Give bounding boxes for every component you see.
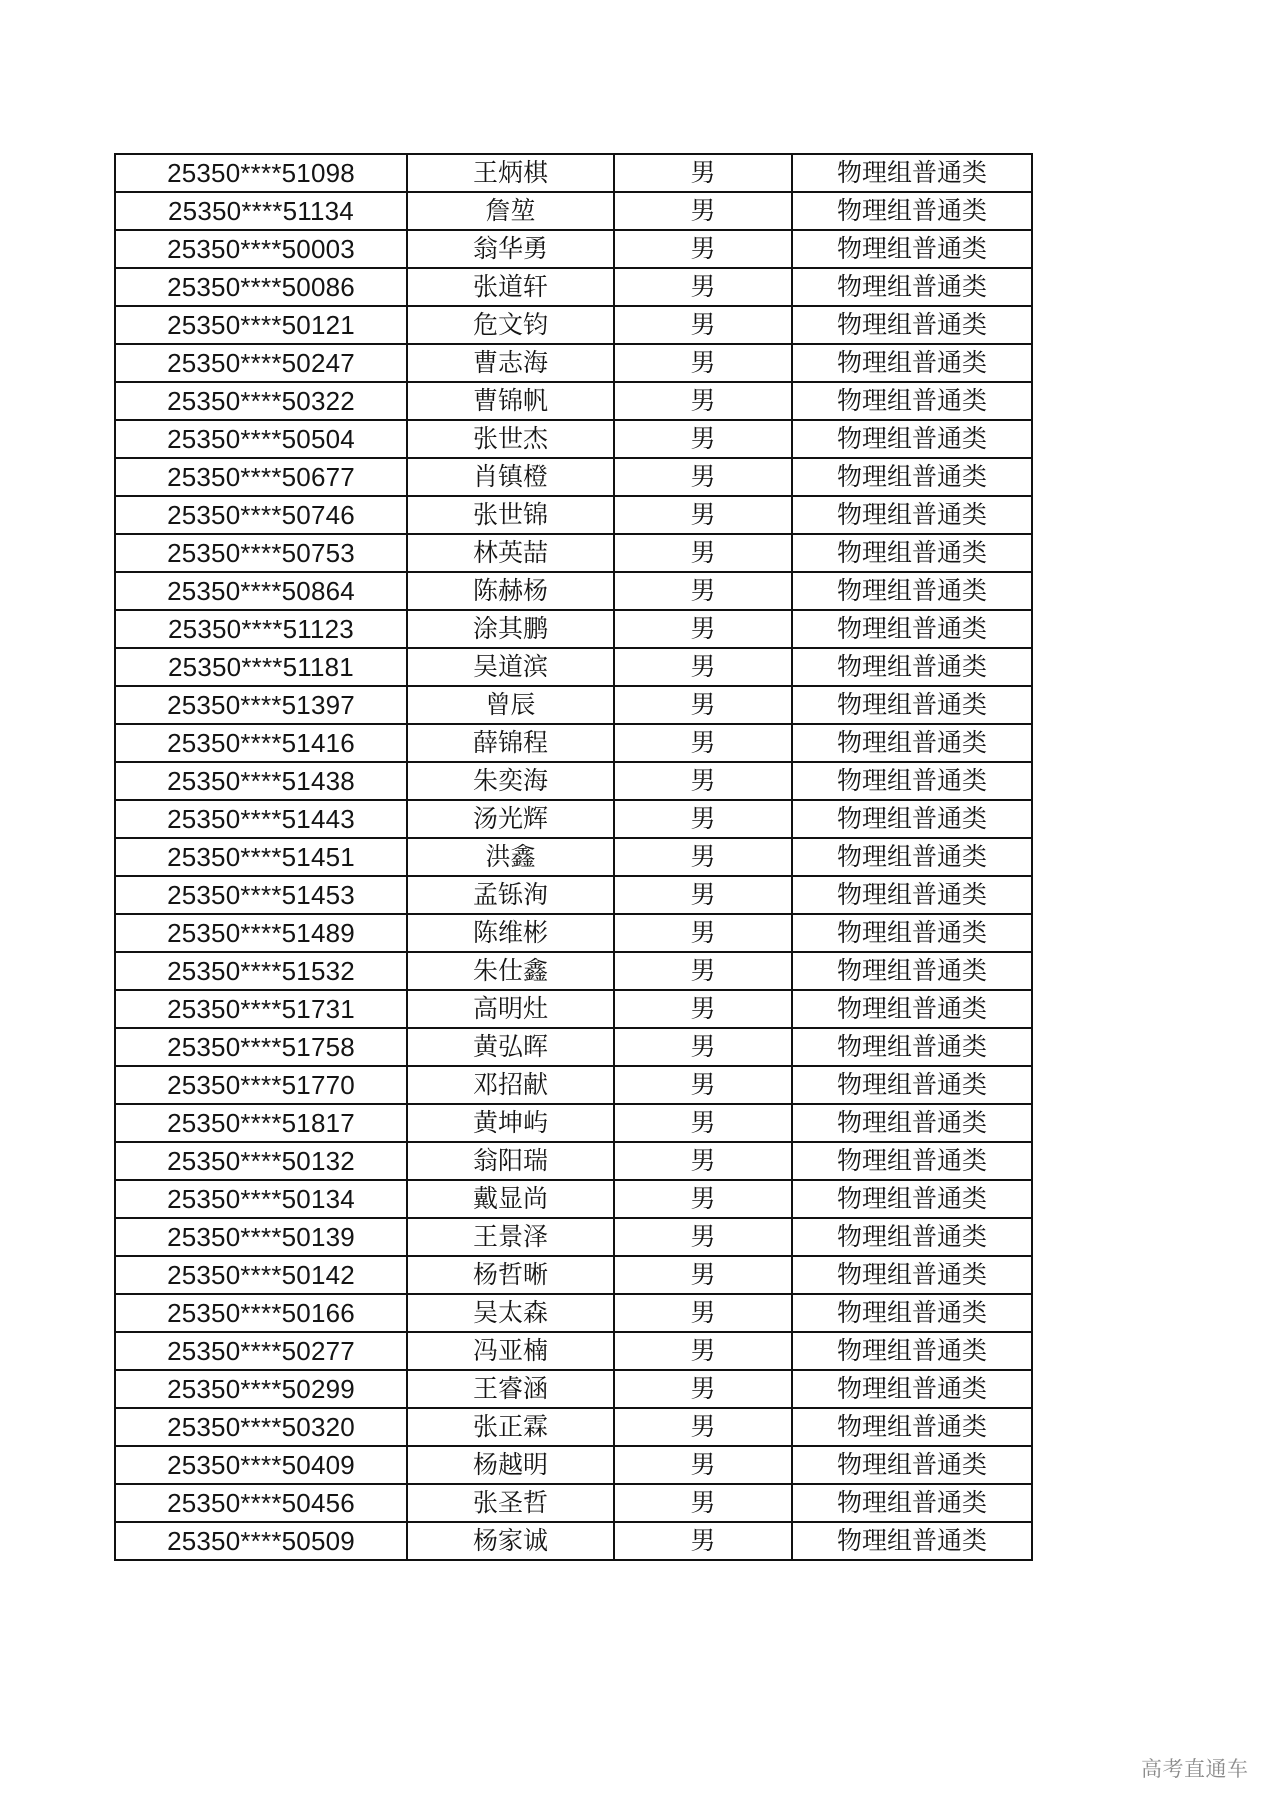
gender-cell: 男 bbox=[614, 1446, 792, 1484]
category-cell: 物理组普通类 bbox=[792, 572, 1032, 610]
student-name-cell: 曹锦帆 bbox=[407, 382, 614, 420]
table-row bbox=[115, 1066, 1032, 1104]
candidate-id-cell: 25350****50456 bbox=[115, 1484, 407, 1522]
category-cell: 物理组普通类 bbox=[792, 1180, 1032, 1218]
student-name-cell: 曹志海 bbox=[407, 344, 614, 382]
gender-cell: 男 bbox=[614, 648, 792, 686]
candidate-id-cell: 25350****50134 bbox=[115, 1180, 407, 1218]
gender-cell: 男 bbox=[614, 876, 792, 914]
table-row bbox=[115, 230, 1032, 268]
gender-cell: 男 bbox=[614, 420, 792, 458]
category-cell: 物理组普通类 bbox=[792, 420, 1032, 458]
candidate-id-cell: 25350****50139 bbox=[115, 1218, 407, 1256]
category-cell: 物理组普通类 bbox=[792, 1408, 1032, 1446]
student-name-cell: 张圣哲 bbox=[407, 1484, 614, 1522]
table-row bbox=[115, 496, 1032, 534]
candidate-id-cell: 25350****51532 bbox=[115, 952, 407, 990]
gender-cell: 男 bbox=[614, 1104, 792, 1142]
candidate-id-cell: 25350****50247 bbox=[115, 344, 407, 382]
gender-cell: 男 bbox=[614, 306, 792, 344]
gender-cell: 男 bbox=[614, 1218, 792, 1256]
category-cell: 物理组普通类 bbox=[792, 990, 1032, 1028]
gender-cell: 男 bbox=[614, 496, 792, 534]
candidate-id-cell: 25350****50864 bbox=[115, 572, 407, 610]
category-cell: 物理组普通类 bbox=[792, 496, 1032, 534]
candidate-id-cell: 25350****50277 bbox=[115, 1332, 407, 1370]
gender-cell: 男 bbox=[614, 268, 792, 306]
student-name-cell: 杨越明 bbox=[407, 1446, 614, 1484]
candidate-id-cell: 25350****51817 bbox=[115, 1104, 407, 1142]
student-name-cell: 黄坤屿 bbox=[407, 1104, 614, 1142]
gender-cell: 男 bbox=[614, 344, 792, 382]
gender-cell: 男 bbox=[614, 1028, 792, 1066]
student-name-cell: 孟铄洵 bbox=[407, 876, 614, 914]
student-name-cell: 黄弘晖 bbox=[407, 1028, 614, 1066]
category-cell: 物理组普通类 bbox=[792, 1522, 1032, 1560]
category-cell: 物理组普通类 bbox=[792, 1028, 1032, 1066]
category-cell: 物理组普通类 bbox=[792, 838, 1032, 876]
candidate-id-cell: 25350****50121 bbox=[115, 306, 407, 344]
student-name-cell: 吴道滨 bbox=[407, 648, 614, 686]
candidate-id-cell: 25350****50299 bbox=[115, 1370, 407, 1408]
table-row bbox=[115, 990, 1032, 1028]
candidate-id-cell: 25350****51731 bbox=[115, 990, 407, 1028]
table-row bbox=[115, 952, 1032, 990]
table-row bbox=[115, 1370, 1032, 1408]
candidate-id-cell: 25350****50142 bbox=[115, 1256, 407, 1294]
gender-cell: 男 bbox=[614, 1256, 792, 1294]
candidate-id-cell: 25350****50166 bbox=[115, 1294, 407, 1332]
table-row bbox=[115, 306, 1032, 344]
table-row bbox=[115, 1294, 1032, 1332]
table-row bbox=[115, 838, 1032, 876]
candidate-id-cell: 25350****50746 bbox=[115, 496, 407, 534]
category-cell: 物理组普通类 bbox=[792, 914, 1032, 952]
gender-cell: 男 bbox=[614, 1332, 792, 1370]
gender-cell: 男 bbox=[614, 230, 792, 268]
candidate-id-cell: 25350****51770 bbox=[115, 1066, 407, 1104]
category-cell: 物理组普通类 bbox=[792, 1142, 1032, 1180]
table-row bbox=[115, 800, 1032, 838]
gender-cell: 男 bbox=[614, 914, 792, 952]
candidate-id-cell: 25350****50509 bbox=[115, 1522, 407, 1560]
candidate-id-cell: 25350****50677 bbox=[115, 458, 407, 496]
table-row bbox=[115, 382, 1032, 420]
category-cell: 物理组普通类 bbox=[792, 876, 1032, 914]
gender-cell: 男 bbox=[614, 952, 792, 990]
student-name-cell: 戴显尚 bbox=[407, 1180, 614, 1218]
table-row bbox=[115, 1180, 1032, 1218]
table-row bbox=[115, 876, 1032, 914]
student-name-cell: 吴太森 bbox=[407, 1294, 614, 1332]
category-cell: 物理组普通类 bbox=[792, 154, 1032, 192]
candidate-id-cell: 25350****50003 bbox=[115, 230, 407, 268]
table-row bbox=[115, 648, 1032, 686]
student-name-cell: 张世杰 bbox=[407, 420, 614, 458]
gender-cell: 男 bbox=[614, 1180, 792, 1218]
student-name-cell: 王炳棋 bbox=[407, 154, 614, 192]
table-row bbox=[115, 1028, 1032, 1066]
student-name-cell: 朱仕鑫 bbox=[407, 952, 614, 990]
student-name-cell: 张道轩 bbox=[407, 268, 614, 306]
student-name-cell: 张正霖 bbox=[407, 1408, 614, 1446]
student-name-cell: 洪鑫 bbox=[407, 838, 614, 876]
candidate-id-cell: 25350****50409 bbox=[115, 1446, 407, 1484]
candidate-id-cell: 25350****51098 bbox=[115, 154, 407, 192]
category-cell: 物理组普通类 bbox=[792, 1332, 1032, 1370]
category-cell: 物理组普通类 bbox=[792, 192, 1032, 230]
student-name-cell: 汤光辉 bbox=[407, 800, 614, 838]
candidate-id-cell: 25350****51134 bbox=[115, 192, 407, 230]
category-cell: 物理组普通类 bbox=[792, 952, 1032, 990]
table-row bbox=[115, 420, 1032, 458]
student-name-cell: 林英喆 bbox=[407, 534, 614, 572]
category-cell: 物理组普通类 bbox=[792, 724, 1032, 762]
student-name-cell: 冯亚楠 bbox=[407, 1332, 614, 1370]
candidate-id-cell: 25350****50320 bbox=[115, 1408, 407, 1446]
category-cell: 物理组普通类 bbox=[792, 1104, 1032, 1142]
category-cell: 物理组普通类 bbox=[792, 344, 1032, 382]
category-cell: 物理组普通类 bbox=[792, 648, 1032, 686]
category-cell: 物理组普通类 bbox=[792, 1370, 1032, 1408]
table-row bbox=[115, 154, 1032, 192]
category-cell: 物理组普通类 bbox=[792, 762, 1032, 800]
table-row bbox=[115, 1332, 1032, 1370]
category-cell: 物理组普通类 bbox=[792, 306, 1032, 344]
table-row bbox=[115, 1218, 1032, 1256]
student-name-cell: 朱奕海 bbox=[407, 762, 614, 800]
student-name-cell: 杨家诚 bbox=[407, 1522, 614, 1560]
gender-cell: 男 bbox=[614, 990, 792, 1028]
table-row bbox=[115, 1142, 1032, 1180]
student-name-cell: 张世锦 bbox=[407, 496, 614, 534]
category-cell: 物理组普通类 bbox=[792, 1218, 1032, 1256]
category-cell: 物理组普通类 bbox=[792, 1256, 1032, 1294]
candidate-id-cell: 25350****51123 bbox=[115, 610, 407, 648]
candidate-id-cell: 25350****50753 bbox=[115, 534, 407, 572]
student-name-cell: 詹堃 bbox=[407, 192, 614, 230]
candidate-id-cell: 25350****51438 bbox=[115, 762, 407, 800]
category-cell: 物理组普通类 bbox=[792, 1446, 1032, 1484]
watermark-text: 高考直通车 bbox=[1141, 1757, 1249, 1781]
table-row bbox=[115, 572, 1032, 610]
student-name-cell: 高明灶 bbox=[407, 990, 614, 1028]
table-row bbox=[115, 1408, 1032, 1446]
candidate-id-cell: 25350****51758 bbox=[115, 1028, 407, 1066]
category-cell: 物理组普通类 bbox=[792, 686, 1032, 724]
gender-cell: 男 bbox=[614, 382, 792, 420]
table-row bbox=[115, 534, 1032, 572]
category-cell: 物理组普通类 bbox=[792, 1484, 1032, 1522]
gender-cell: 男 bbox=[614, 800, 792, 838]
student-name-cell: 曾辰 bbox=[407, 686, 614, 724]
table-row bbox=[115, 610, 1032, 648]
gender-cell: 男 bbox=[614, 192, 792, 230]
student-name-cell: 陈赫杨 bbox=[407, 572, 614, 610]
student-name-cell: 涂其鹏 bbox=[407, 610, 614, 648]
student-name-cell: 陈维彬 bbox=[407, 914, 614, 952]
student-name-cell: 翁阳瑞 bbox=[407, 1142, 614, 1180]
category-cell: 物理组普通类 bbox=[792, 382, 1032, 420]
table-row bbox=[115, 724, 1032, 762]
student-name-cell: 肖镇橙 bbox=[407, 458, 614, 496]
student-name-cell: 杨哲晰 bbox=[407, 1256, 614, 1294]
gender-cell: 男 bbox=[614, 534, 792, 572]
candidate-id-cell: 25350****50132 bbox=[115, 1142, 407, 1180]
student-roster-table bbox=[114, 153, 1033, 1561]
candidate-id-cell: 25350****51416 bbox=[115, 724, 407, 762]
roster-body bbox=[115, 154, 1032, 1560]
category-cell: 物理组普通类 bbox=[792, 800, 1032, 838]
candidate-id-cell: 25350****51181 bbox=[115, 648, 407, 686]
student-name-cell: 翁华勇 bbox=[407, 230, 614, 268]
gender-cell: 男 bbox=[614, 686, 792, 724]
category-cell: 物理组普通类 bbox=[792, 230, 1032, 268]
gender-cell: 男 bbox=[614, 572, 792, 610]
table-row bbox=[115, 762, 1032, 800]
candidate-id-cell: 25350****51489 bbox=[115, 914, 407, 952]
student-name-cell: 薛锦程 bbox=[407, 724, 614, 762]
gender-cell: 男 bbox=[614, 1294, 792, 1332]
table-row bbox=[115, 1484, 1032, 1522]
candidate-id-cell: 25350****51397 bbox=[115, 686, 407, 724]
table-row bbox=[115, 192, 1032, 230]
table-row bbox=[115, 344, 1032, 382]
gender-cell: 男 bbox=[614, 458, 792, 496]
category-cell: 物理组普通类 bbox=[792, 610, 1032, 648]
category-cell: 物理组普通类 bbox=[792, 1294, 1032, 1332]
table-row bbox=[115, 1446, 1032, 1484]
candidate-id-cell: 25350****50322 bbox=[115, 382, 407, 420]
category-cell: 物理组普通类 bbox=[792, 1066, 1032, 1104]
table-row bbox=[115, 1256, 1032, 1294]
gender-cell: 男 bbox=[614, 1522, 792, 1560]
category-cell: 物理组普通类 bbox=[792, 534, 1032, 572]
table-row bbox=[115, 268, 1032, 306]
gender-cell: 男 bbox=[614, 154, 792, 192]
student-name-cell: 王睿涵 bbox=[407, 1370, 614, 1408]
candidate-id-cell: 25350****51451 bbox=[115, 838, 407, 876]
gender-cell: 男 bbox=[614, 1484, 792, 1522]
table-row bbox=[115, 686, 1032, 724]
gender-cell: 男 bbox=[614, 1066, 792, 1104]
candidate-id-cell: 25350****51443 bbox=[115, 800, 407, 838]
gender-cell: 男 bbox=[614, 610, 792, 648]
category-cell: 物理组普通类 bbox=[792, 458, 1032, 496]
gender-cell: 男 bbox=[614, 724, 792, 762]
candidate-id-cell: 25350****50086 bbox=[115, 268, 407, 306]
table-row bbox=[115, 1522, 1032, 1560]
student-name-cell: 危文钧 bbox=[407, 306, 614, 344]
table-row bbox=[115, 1104, 1032, 1142]
candidate-id-cell: 25350****50504 bbox=[115, 420, 407, 458]
candidate-id-cell: 25350****51453 bbox=[115, 876, 407, 914]
student-name-cell: 邓招献 bbox=[407, 1066, 614, 1104]
table-row bbox=[115, 914, 1032, 952]
gender-cell: 男 bbox=[614, 1408, 792, 1446]
gender-cell: 男 bbox=[614, 762, 792, 800]
gender-cell: 男 bbox=[614, 838, 792, 876]
table-row bbox=[115, 458, 1032, 496]
gender-cell: 男 bbox=[614, 1370, 792, 1408]
gender-cell: 男 bbox=[614, 1142, 792, 1180]
category-cell: 物理组普通类 bbox=[792, 268, 1032, 306]
student-name-cell: 王景泽 bbox=[407, 1218, 614, 1256]
